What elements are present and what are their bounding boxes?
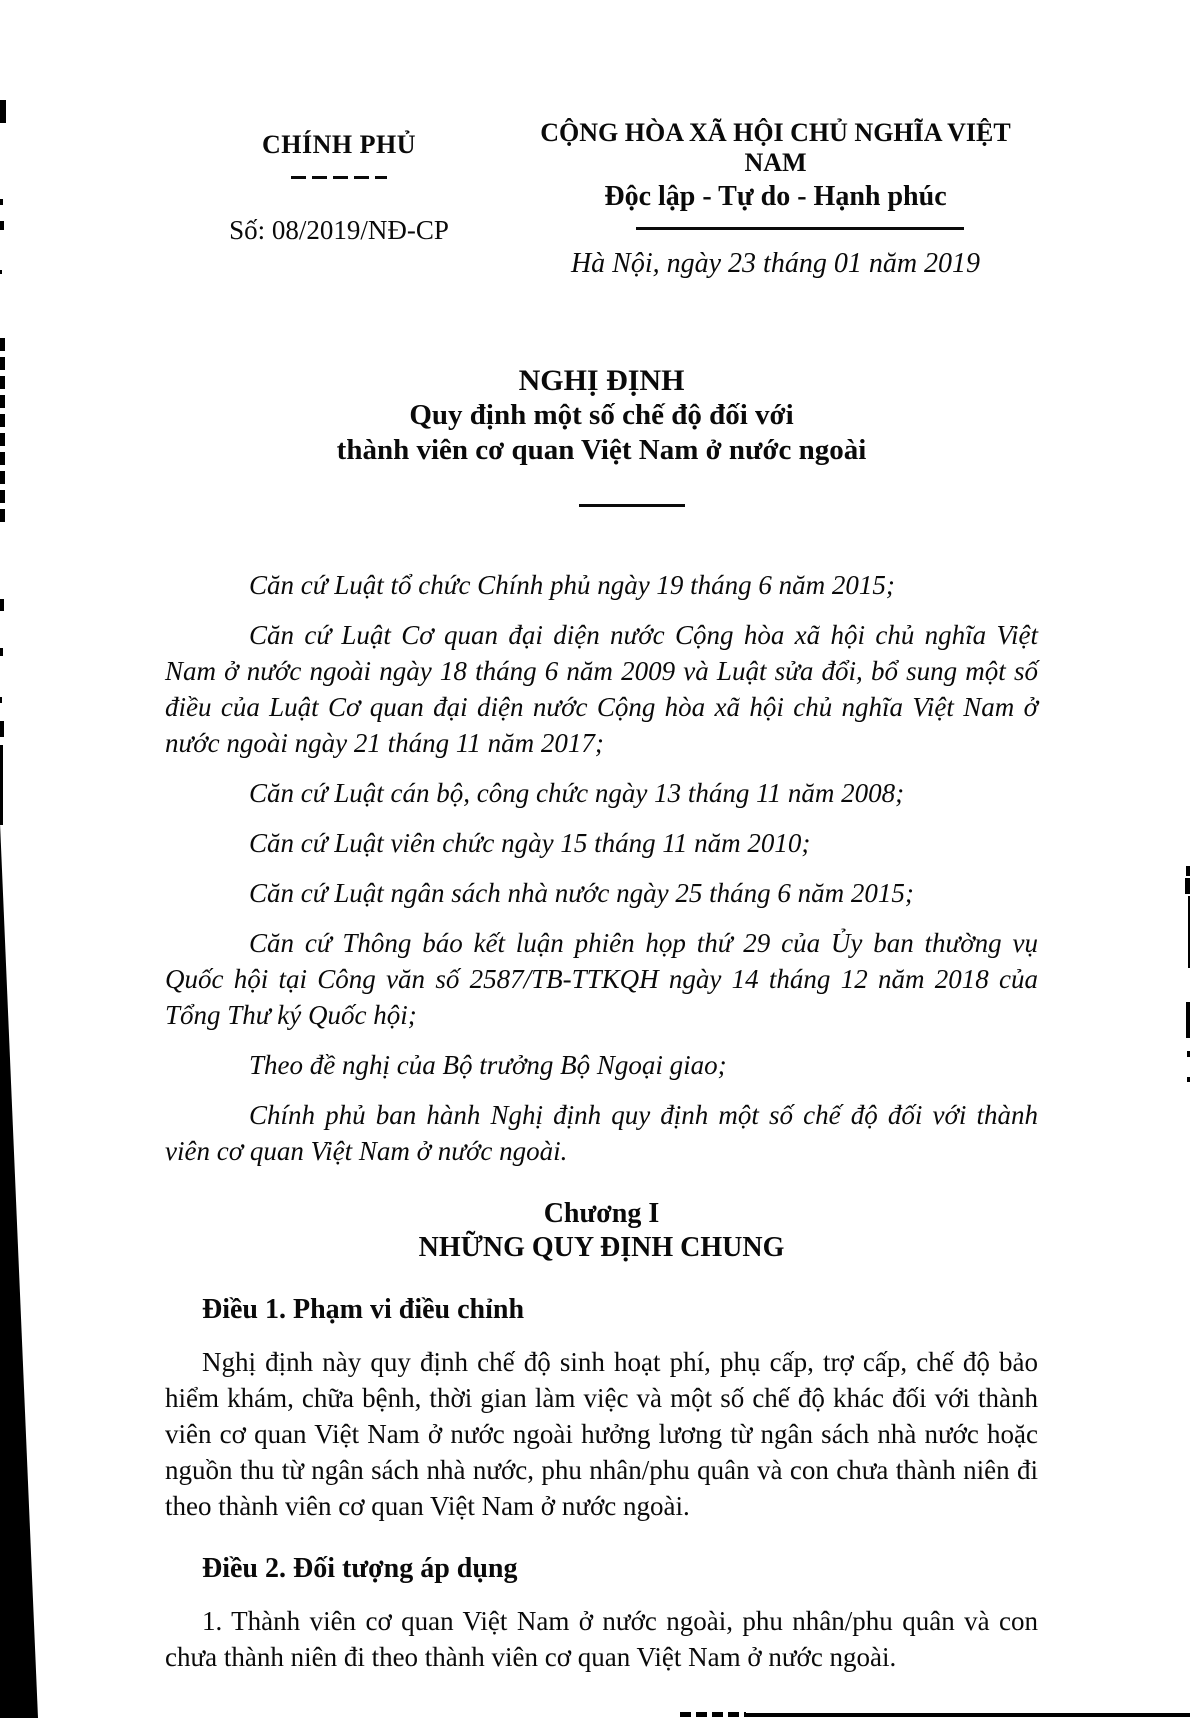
preamble-paragraph: Căn cứ Luật viên chức ngày 15 tháng 11 năm 2010; bbox=[249, 828, 811, 858]
title-rule bbox=[579, 504, 685, 507]
article-2 bbox=[165, 1552, 1038, 1675]
scan-artifact-right-mark bbox=[1185, 878, 1190, 894]
preamble-paragraph: Căn cứ Luật Cơ quan đại diện nước Cộng hòa xã hội chủ nghĩa Việt Nam ở nước ngoài ngày 18 tháng 6 năm 2009 và Luật sửa đổi, bổ sung một số điều của Luật Cơ quan đại diện nước Cộng hòa xã hội chủ nghĩa Việt Nam ở nước ngoài ngày 21 tháng 11 năm 2017; bbox=[165, 620, 1038, 758]
preamble-section bbox=[165, 567, 1038, 1169]
scan-artifact-left-mark bbox=[0, 270, 2, 274]
national-motto: Độc lập - Tự do - Hạnh phúc bbox=[604, 181, 947, 212]
chapter-label: Chương I bbox=[543, 1198, 660, 1229]
scan-artifact-left-dashes bbox=[0, 338, 5, 528]
scan-artifact-right-mark bbox=[1186, 866, 1190, 876]
scan-artifact-left-mark bbox=[0, 697, 2, 703]
document-content bbox=[165, 118, 1038, 1675]
scan-artifact-left-mark bbox=[0, 599, 4, 611]
article-2-paragraph: 1. Thành viên cơ quan Việt Nam ở nước ngoài, phu nhân/phu quân và con chưa thành niên đi theo thành viên cơ quan Việt Nam ở nước ngoài. bbox=[165, 1606, 1038, 1672]
chapter-heading bbox=[165, 1197, 1038, 1265]
article-1 bbox=[165, 1293, 1038, 1524]
scan-artifact-left-bar bbox=[0, 100, 6, 123]
scan-artifact-bottom-line bbox=[746, 1713, 1190, 1717]
preamble-paragraph: Chính phủ ban hành Nghị định quy định một số chế độ đối với thành viên cơ quan Việt Nam ở nước ngoài. bbox=[165, 1100, 1038, 1166]
preamble-paragraph: Theo đề nghị của Bộ trưởng Bộ Ngoại giao; bbox=[249, 1050, 727, 1080]
issuer-name: CHÍNH PHỦ bbox=[262, 130, 416, 159]
preamble-paragraph: Căn cứ Luật tổ chức Chính phủ ngày 19 tháng 6 năm 2015; bbox=[249, 570, 895, 600]
scan-artifact-left-line bbox=[0, 745, 3, 825]
issuer-rule bbox=[291, 176, 387, 179]
decree-subtitle-line1: Quy định một số chế độ đối với bbox=[409, 399, 794, 431]
national-block bbox=[513, 118, 1038, 281]
article-1-heading: Điều 1. Phạm vi điều chỉnh bbox=[202, 1294, 525, 1325]
chapter-title: NHỮNG QUY ĐỊNH CHUNG bbox=[418, 1232, 785, 1263]
scan-artifact-corner-wedge bbox=[0, 823, 38, 1718]
decree-subtitle-line2: thành viên cơ quan Việt Nam ở nước ngoài bbox=[336, 434, 867, 466]
scan-artifact-left-mark bbox=[0, 648, 3, 656]
motto-rule bbox=[636, 227, 964, 230]
scan-artifact-left-mark bbox=[0, 721, 4, 737]
decree-type-title: NGHỊ ĐỊNH bbox=[518, 364, 685, 397]
decree-title-block bbox=[165, 363, 1038, 507]
document-header bbox=[165, 118, 1038, 281]
scan-artifact-right-mark bbox=[1186, 1002, 1190, 1038]
national-title: CỘNG HÒA XÃ HỘI CHỦ NGHĨA VIỆT NAM bbox=[540, 118, 1011, 177]
scan-artifact-left-mark bbox=[0, 199, 3, 205]
article-1-paragraph: Nghị định này quy định chế độ sinh hoạt phí, phụ cấp, trợ cấp, chế độ bảo hiểm khám, chữa bệnh, thời gian làm việc và một số chế độ khác đối với thành viên cơ quan Việt Nam ở nước ngoài hưởng lương từ ngân sách nhà nước hoặc nguồn thu từ ngân sách nhà nước, phu nhân/phu quân và con chưa thành niên đi theo thành viên cơ quan Việt Nam ở nước ngoài. bbox=[165, 1347, 1038, 1521]
place-date-line: Hà Nội, ngày 23 tháng 01 năm 2019 bbox=[570, 248, 981, 279]
preamble-paragraph: Căn cứ Luật ngân sách nhà nước ngày 25 tháng 6 năm 2015; bbox=[249, 878, 914, 908]
scan-artifact-bottom-dashes bbox=[680, 1712, 746, 1717]
preamble-paragraph: Căn cứ Luật cán bộ, công chức ngày 13 tháng 11 năm 2008; bbox=[249, 778, 905, 808]
document-number: Số: 08/2019/NĐ-CP bbox=[229, 215, 449, 245]
article-2-body bbox=[165, 1603, 1038, 1675]
article-2-heading: Điều 2. Đối tượng áp dụng bbox=[202, 1553, 518, 1584]
scan-artifact-left-mark bbox=[0, 221, 4, 230]
preamble-paragraph: Căn cứ Thông báo kết luận phiên họp thứ 29 của Ủy ban thường vụ Quốc hội tại Công văn số 2587/TB-TTKQH ngày 14 tháng 12 năm 2018 của Tổng Thư ký Quốc hội; bbox=[165, 928, 1038, 1030]
issuer-block bbox=[165, 118, 513, 281]
article-1-body bbox=[165, 1344, 1038, 1524]
